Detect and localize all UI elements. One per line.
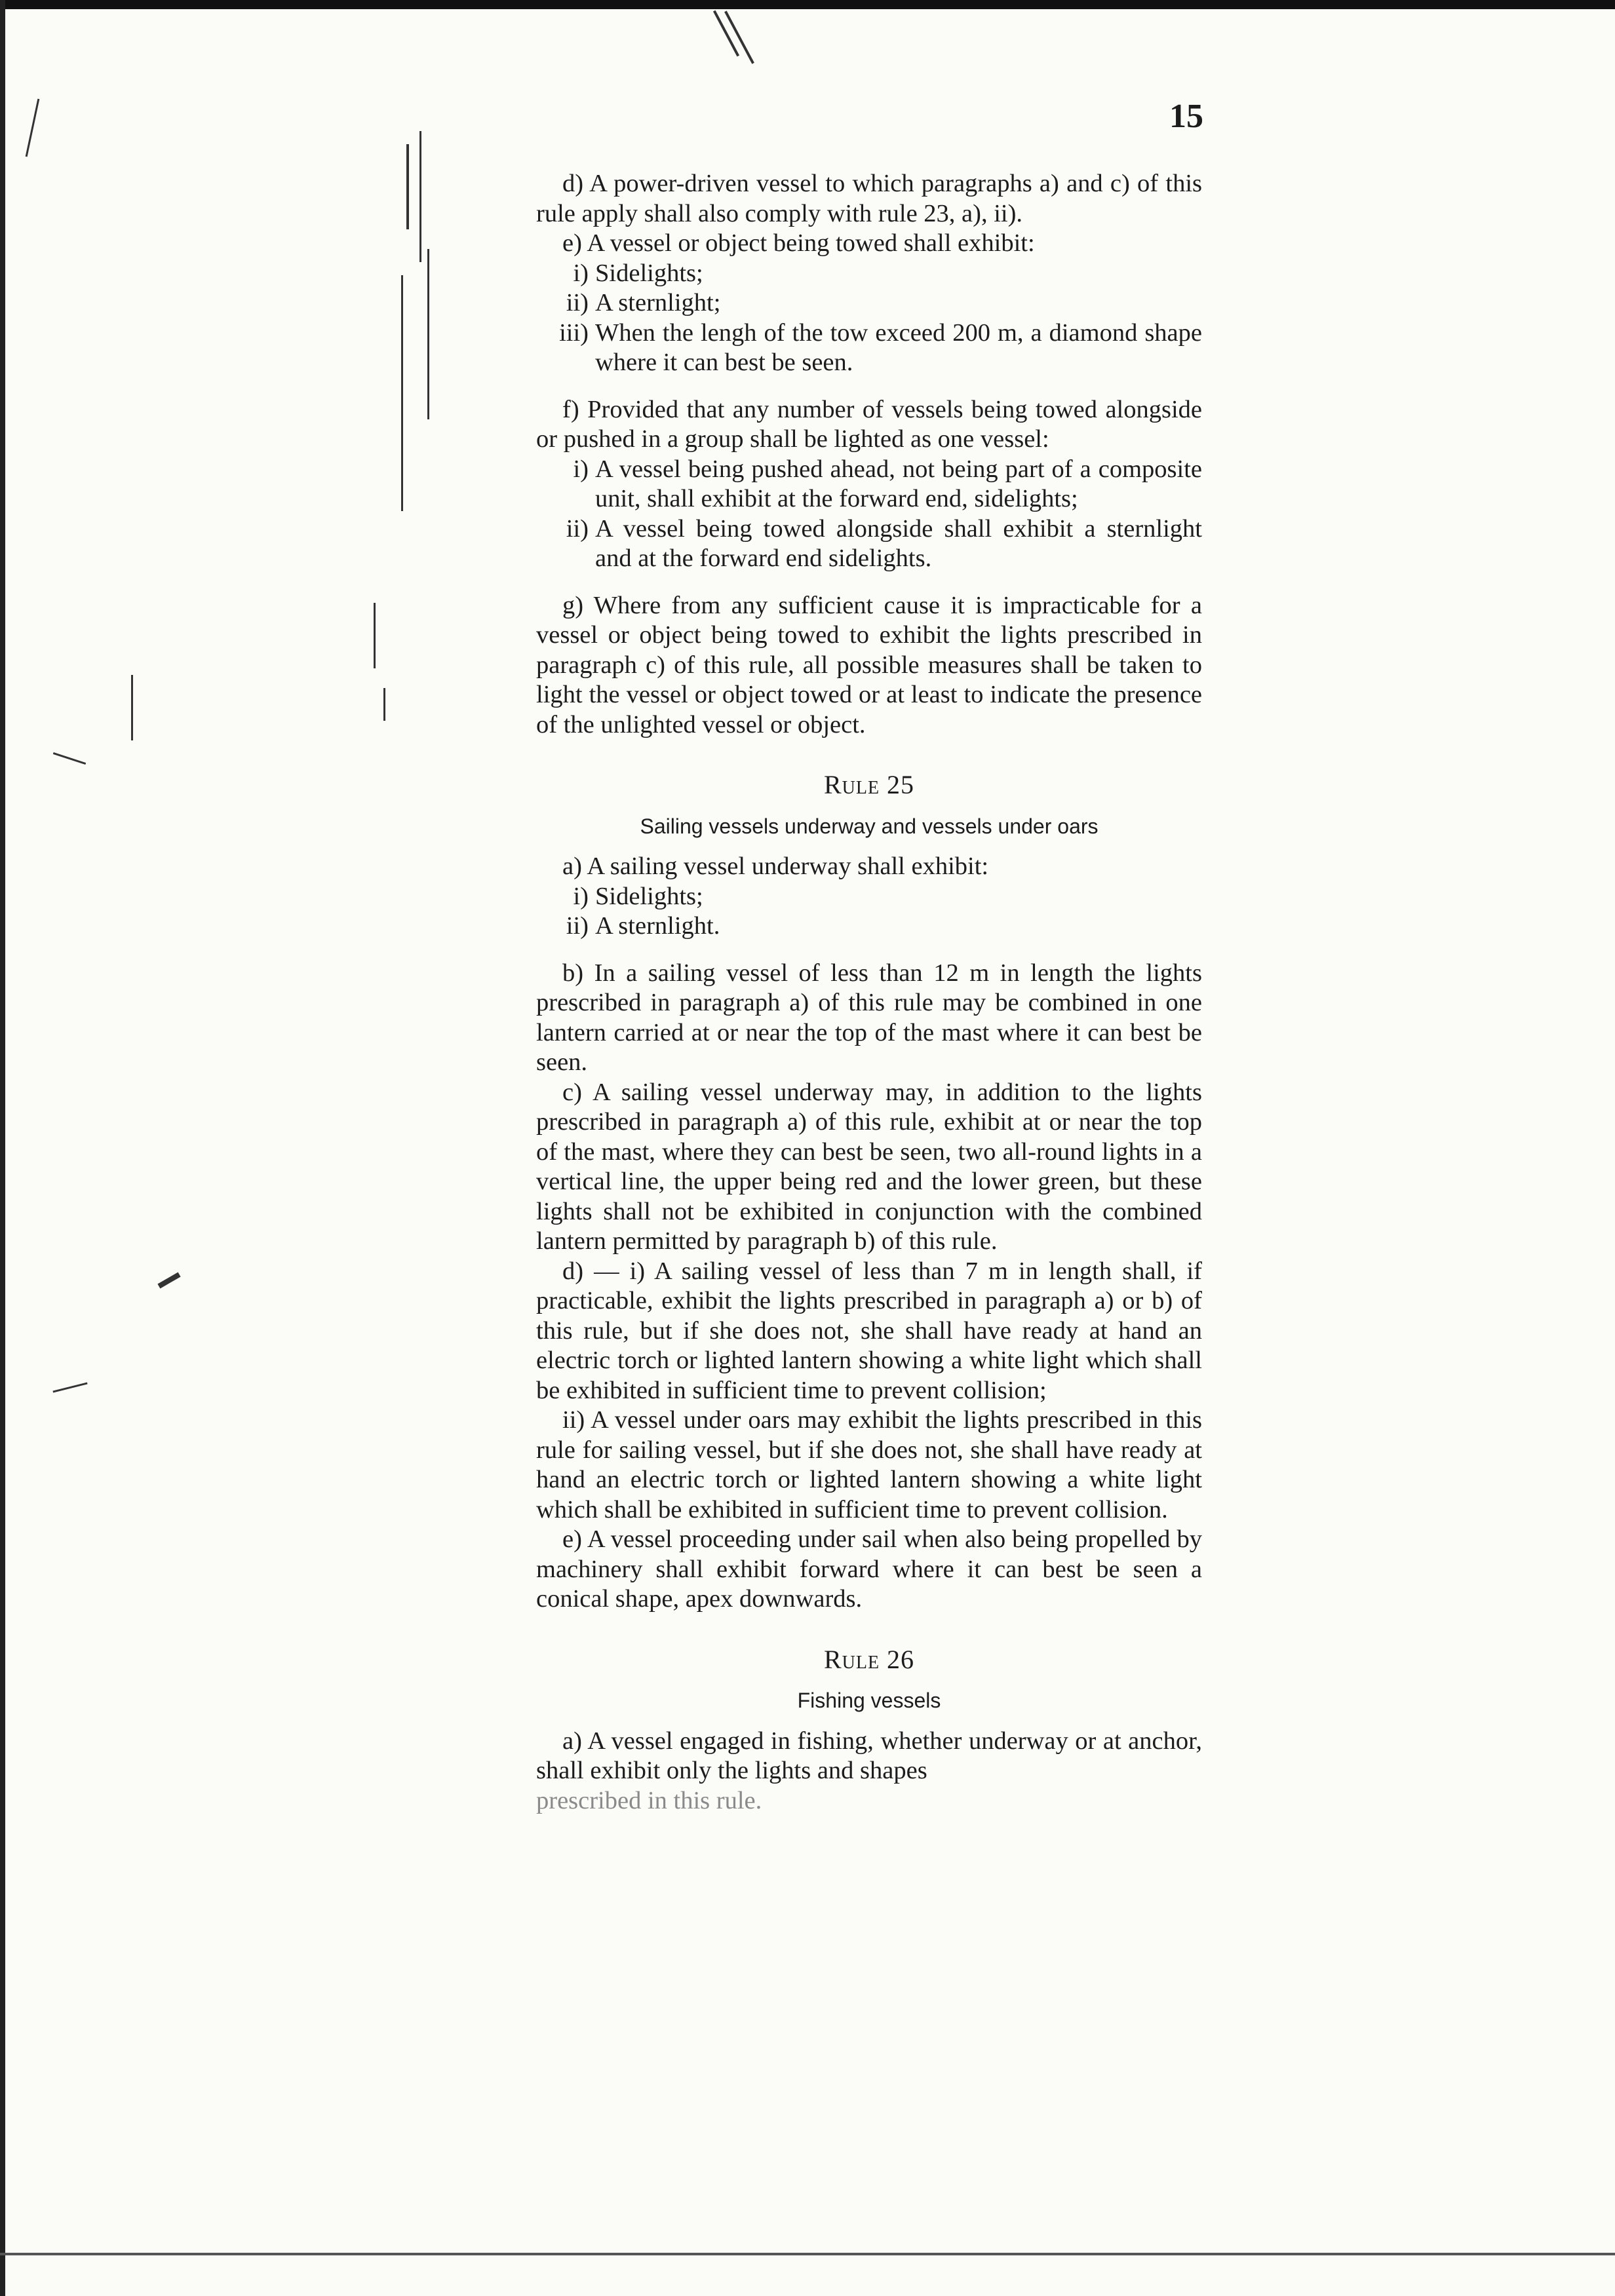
paragraph: ii) A vessel under oars may exhibit the lights prescribed in this rule for sailing vessel, but if she does not, she shall have ready at hand an electric torch or lighted lantern showing a white light which shall be exhibited in sufficient time to prevent collision. — [536, 1406, 1202, 1523]
rule-subtitle: Sailing vessels underway and vessels under oars — [640, 814, 1099, 838]
scan-top-border — [0, 0, 1615, 9]
sub-item-number: i) — [573, 455, 589, 483]
rule-number: 26 — [887, 1644, 915, 1674]
rule-word: Rule — [823, 770, 880, 799]
paragraph: b) In a sailing vessel of less than 12 m in length the lights prescribed in paragraph a) of this rule may be combined in one lantern carried at or near the top of the mast where it can best be seen. — [536, 959, 1202, 1076]
sub-item-number: i) — [573, 882, 589, 910]
scan-mark — [406, 144, 409, 229]
sub-item-number: ii) — [566, 289, 589, 316]
sub-item-text: A vessel being towed alongside shall exhibit a sternlight and at the forward end sidelights. — [595, 514, 1202, 572]
scan-mark — [26, 99, 40, 157]
scan-bottom-line — [0, 2253, 1615, 2255]
sub-item — [536, 455, 1202, 514]
sub-item-number: i) — [573, 259, 589, 287]
scan-left-border — [0, 0, 5, 2296]
scan-mark — [401, 275, 403, 511]
paragraph: g) Where from any sufficient cause it is impracticable for a vessel or object being towed to exhibit the lights prescribed in paragraph c) of this rule, all possible measures shall be taken to light the vessel or object towed or at least to indicate the presence of the unlighted vessel or object. — [536, 591, 1202, 738]
sub-item-text: Sidelights; — [595, 882, 703, 910]
sub-item — [536, 288, 1202, 318]
rule-title — [536, 770, 1202, 800]
rule-word: Rule — [823, 1644, 880, 1674]
scan-mark — [427, 249, 429, 419]
paragraph: e) A vessel proceeding under sail when also being propelled by machinery shall exhibit forward where it can best be seen a conical shape, apex downwards. — [536, 1525, 1202, 1613]
sub-item — [536, 882, 1202, 912]
sub-item — [536, 259, 1202, 289]
sub-item-text: A vessel being pushed ahead, not being part of a composite unit, shall exhibit at the forward end, sidelights; — [595, 455, 1202, 512]
sub-item-text: Sidelights; — [595, 259, 703, 287]
paragraph: f) Provided that any number of vessels being towed alongside or pushed in a group shall be lighted as one vessel: — [536, 395, 1202, 453]
sub-item-text: When the lengh of the tow exceed 200 m, a diamond shape where it can best be seen. — [595, 318, 1202, 376]
scan-mark — [374, 603, 376, 668]
rule-title — [536, 1645, 1202, 1675]
rule-subtitle: Fishing vessels — [797, 1689, 941, 1712]
sub-item — [536, 318, 1202, 378]
sub-item-number: iii) — [559, 318, 589, 347]
paragraph: c) A sailing vessel underway may, in addition to the lights prescribed in paragraph a) of this rule, exhibit at or near the top of the mast, where they can best be seen, two all-round lights in a vertical line, the upper being red and the lower green, but these lights shall not be exhibited in conjunction with the combined lantern permitted by paragraph b) of this rule. — [536, 1078, 1202, 1255]
paragraph: a) A sailing vessel underway shall exhibit: — [562, 852, 989, 880]
scan-mark — [52, 1383, 87, 1393]
paragraph: d) — i) A sailing vessel of less than 7 m in length shall, if practicable, exhibit the lights prescribed in paragraph a) or b) of this rule, but if she does not, she shall have ready at hand an electric torch or lighted lantern showing a white light which shall be exhibited in sufficient time to prevent collision; — [536, 1257, 1202, 1404]
sub-item-number: ii) — [566, 912, 589, 940]
paragraph: a) A vessel engaged in fishing, whether underway or at anchor, shall exhibit only the lights and shapes — [536, 1727, 1202, 1784]
sub-item-number: ii) — [566, 514, 589, 543]
scan-mark — [131, 675, 133, 740]
text-column — [536, 169, 1202, 1816]
page-number: 15 — [1169, 98, 1203, 135]
sub-item — [536, 911, 1202, 942]
scan-mark — [157, 1272, 180, 1289]
sub-item — [536, 514, 1202, 574]
rule-header — [536, 770, 1202, 841]
scan-mark — [383, 688, 385, 721]
sub-item-text: A sternlight; — [595, 289, 721, 316]
rule-number: 25 — [887, 770, 915, 799]
sub-item-text: A sternlight. — [595, 912, 720, 940]
rule-header — [536, 1645, 1202, 1716]
scan-mark — [419, 131, 421, 262]
paragraph: e) A vessel or object being towed shall exhibit: — [562, 229, 1035, 257]
paragraph: prescribed in this rule. — [536, 1786, 762, 1814]
paragraph: d) A power-driven vessel to which paragraphs a) and c) of this rule apply shall also comply with rule 23, a), ii). — [536, 170, 1202, 227]
scan-mark — [53, 752, 86, 765]
